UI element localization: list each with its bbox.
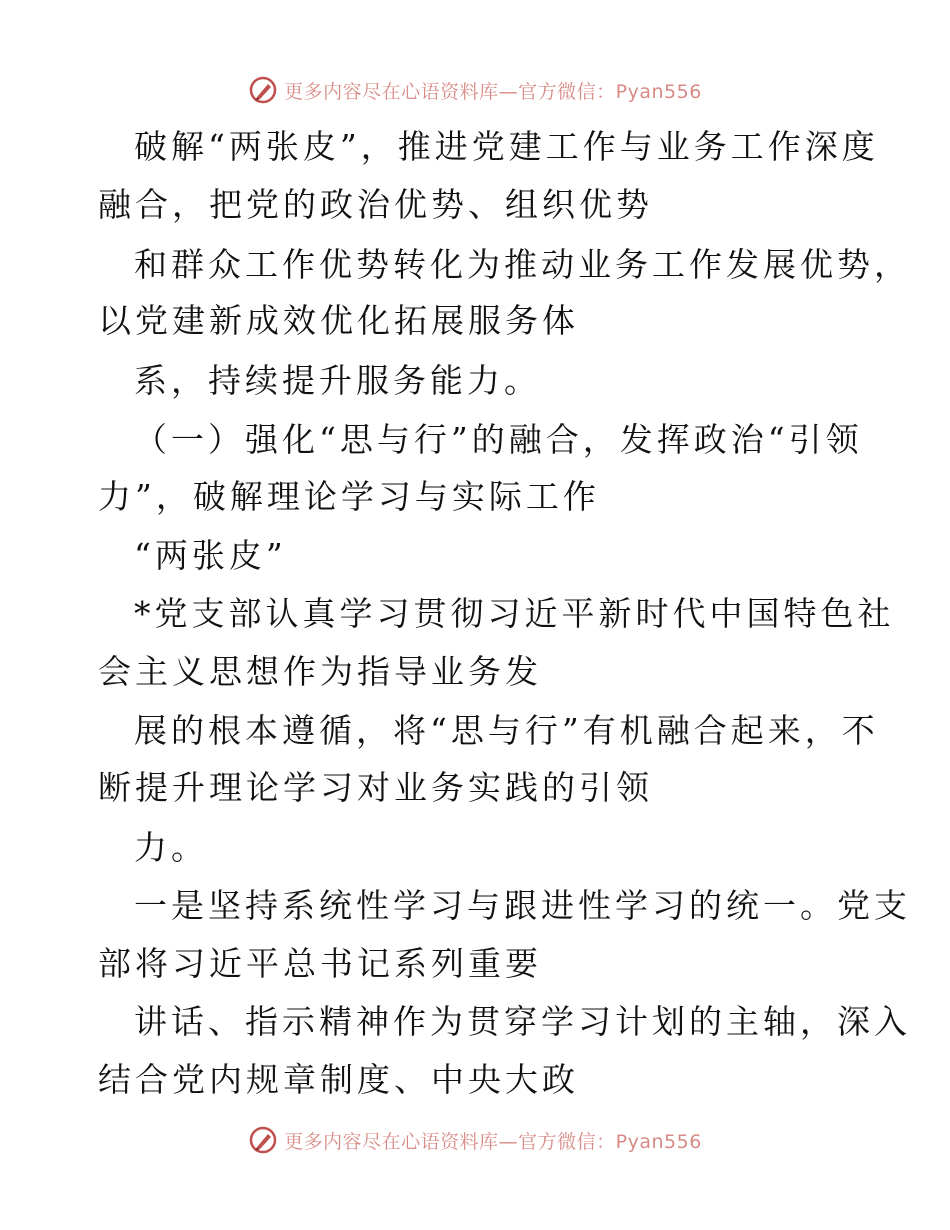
text-line: *党支部认真学习贯彻习近平新时代中国特色社	[134, 594, 895, 633]
text-line: 结合党内规章制度、中央大政	[98, 1060, 579, 1099]
text-line: 系，持续提升服务能力。	[134, 361, 541, 400]
text-line: 和群众工作优势转化为推动业务工作发展优势，	[134, 245, 911, 284]
text-line: 破解“两张皮”，推进党建工作与业务工作深度	[134, 127, 879, 166]
text-line: 以党建新成效优化拓展服务体	[98, 301, 579, 340]
text-line: 一是坚持系统性学习与跟进性学习的统一。党支	[134, 886, 911, 925]
watermark-text: 更多内容尽在心语资料库—官方微信：Pyan556	[284, 80, 702, 103]
watermark-text: 更多内容尽在心语资料库—官方微信：Pyan556	[284, 1130, 702, 1153]
text-line: 力。	[134, 828, 208, 867]
text-line: 融合，把党的政治优势、组织优势	[98, 185, 653, 224]
text-line: 力”，破解理论学习与实际工作	[98, 477, 600, 516]
text-line: 部将习近平总书记系列重要	[98, 944, 542, 983]
text-line: （一）强化“思与行”的融合，发挥政治“引领	[134, 420, 863, 459]
text-line: 会主义思想作为指导业务发	[98, 652, 542, 691]
text-line: 讲话、指示精神作为贯穿学习计划的主轴，深入	[134, 1002, 911, 1041]
text-line: “两张皮”	[134, 536, 287, 575]
text-line: 断提升理论学习对业务实践的引领	[98, 768, 653, 807]
pen-logo-icon	[248, 1125, 278, 1155]
footer-watermark	[0, 1120, 950, 1160]
text-line: 展的根本遵循，将“思与行”有机融合起来，不	[134, 711, 879, 750]
